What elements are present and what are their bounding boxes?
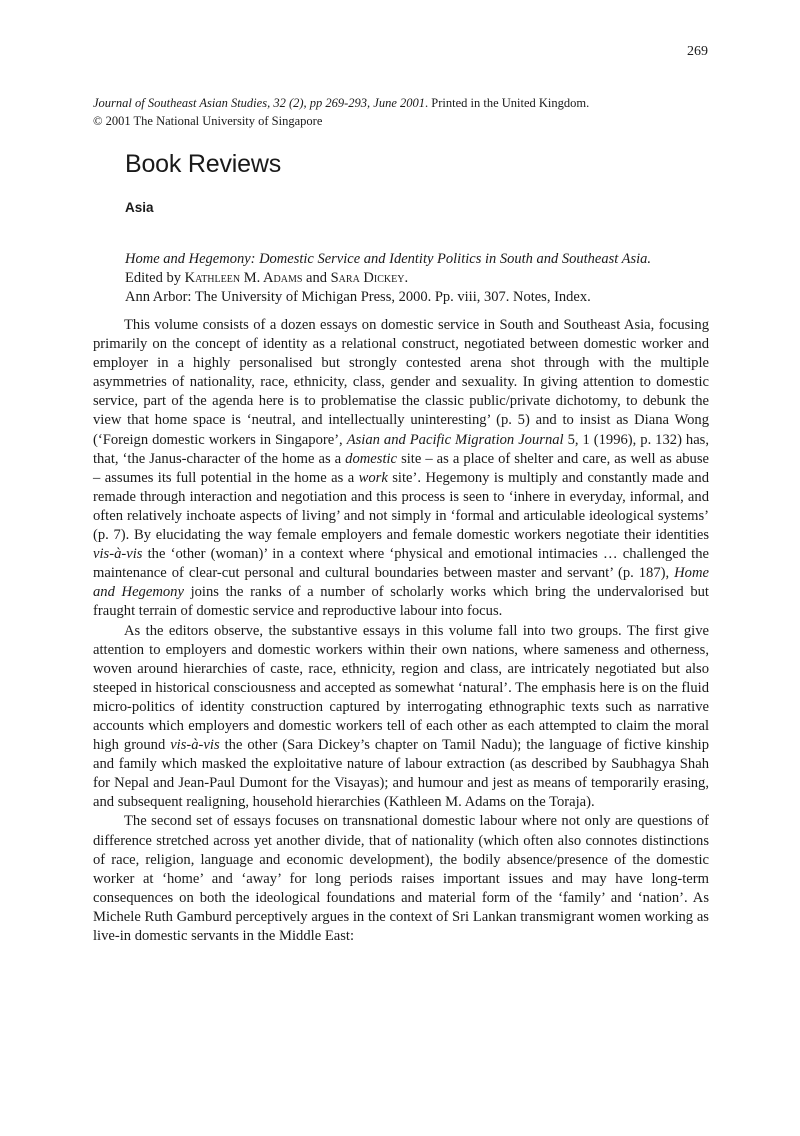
italic-run: domestic [345, 450, 398, 467]
journal-citation [93, 94, 589, 130]
section-title: Book Reviews [125, 150, 281, 178]
italic-run: work [358, 469, 388, 486]
text-run: joins the ranks of a number of scholarly works which bring the undervalorised but fraught terrain of domestic service and reproductive labour into focus. [93, 584, 709, 620]
journal-citation-line [93, 94, 589, 112]
text-run: 5, 1 (1996), p. 132) has, that, ‘the Janus-character of the home as a [93, 431, 709, 467]
editor-name: Sara Dickey [330, 270, 405, 286]
book-info [125, 250, 715, 307]
text-run: The second set of essays focuses on transnational domestic labour where not only are questions of difference stretched across yet another divide, that of nationality (which often also connotes distinctions of race, religion, language and economic development), the bodily absence/presence of the domestic worker at ‘home’ and ‘away’ for long periods raises important issues and may have long-term consequences on both the ideological foundations and material form of the ‘family’ and ‘nation’. As Michele Ruth Gamburd perceptively argues in the context of Sri Lankan transmigrant women working as live-in domestic servants in the Middle East: [93, 813, 709, 944]
text-run: This volume consists of a dozen essays on domestic service in South and Southeast Asia, focusing primarily on the concept of identity as a relational construct, negotiated between domestic worker and employer in a highly personalised but strongly contested arena shot through with the multiple asymmetries of nationality, race, ethnicity, class, gender and sexuality. In giving attention to domestic service, part of the agenda here is to problematise the classic public/private dichotomy, to debunk the view that home space is ‘neutral, and intellectually uninteresting’ (p. 5) and to insist as Diana Wong (‘Foreign domestic workers in Singapore’, [93, 317, 709, 448]
edited-by-prefix: Edited by [125, 270, 185, 286]
subsection-heading: Asia [125, 200, 154, 215]
italic-run: vis-à-vis [93, 546, 143, 563]
book-title: Home and Hegemony: Domestic Service and Identity Politics in South and Southeast Asia. [125, 251, 652, 267]
review-paragraph [93, 316, 709, 622]
text-run: the other (Sara Dickey’s chapter on Tamil Nadu); the language of fictive kinship and family which masked the exploitative nature of labour extraction (as described by Saubhagya Shah for Nepal and Jean-Paul Dumont for the Visayas); and humour and jest as means of temporarily erasing, and subsequent realigning, household hierarchies (Kathleen M. Adams on the Toraja). [93, 737, 709, 811]
review-body [93, 316, 709, 946]
text-run: the ‘other (woman)’ in a context where ‘physical and emotional intimacies … challenged the maintenance of clear-cut personal and cultural boundaries between master and servant’ (p. 187), [93, 546, 709, 582]
page-number: 269 [687, 44, 708, 59]
text-run: site – as a place of shelter and care, as well as abuse – assumes its full potential in the home as a [93, 450, 709, 486]
editor-name: Kathleen M. Adams [184, 270, 303, 286]
journal-citation-rest: . Printed in the United Kingdom. [425, 96, 590, 110]
copyright-line: © 2001 The National University of Singapore [93, 114, 323, 128]
book-editors [125, 269, 715, 288]
editor-period: . [404, 270, 409, 286]
text-run: As the editors observe, the substantive essays in this volume fall into two groups. The first give attention to employers and domestic workers within their own nations, where sameness and otherness, woven around hierarchies of caste, race, ethnicity, region and class, are intricately negotiated but also steeped in historical consciousness and accepted as somewhat ‘natural’. The emphasis here is on the fluid micro-politics of identity construction captured by interrogating ethnographic texts such as narrative accounts which employers and domestic workers tell of each other as each attempted to claim the moral high ground [93, 622, 709, 754]
journal-citation-italic: Journal of Southeast Asian Studies, 32 (2), pp 269-293, June 2001 [93, 96, 426, 110]
review-paragraph [93, 622, 709, 813]
text-run: site’. Hegemony is multiply and constantly made and remade through interaction and negotiation and this process is seen to ‘inhere in everyday, informal, and often relatively inchoate aspects of living’ and not simply in ‘formal and articulable ideological systems’ (p. 7). By elucidating the way female employers and female domestic workers negotiate their identities [93, 469, 710, 544]
italic-run: Home and Hegemony [93, 565, 709, 601]
italic-run: vis-à-vis [170, 737, 220, 754]
review-paragraph [93, 812, 709, 946]
editor-conjunction: and [302, 270, 331, 286]
book-publisher: Ann Arbor: The University of Michigan Press, 2000. Pp. viii, 307. Notes, Index. [125, 289, 591, 305]
italic-run: Asian and Pacific Migration Journal [346, 431, 564, 448]
